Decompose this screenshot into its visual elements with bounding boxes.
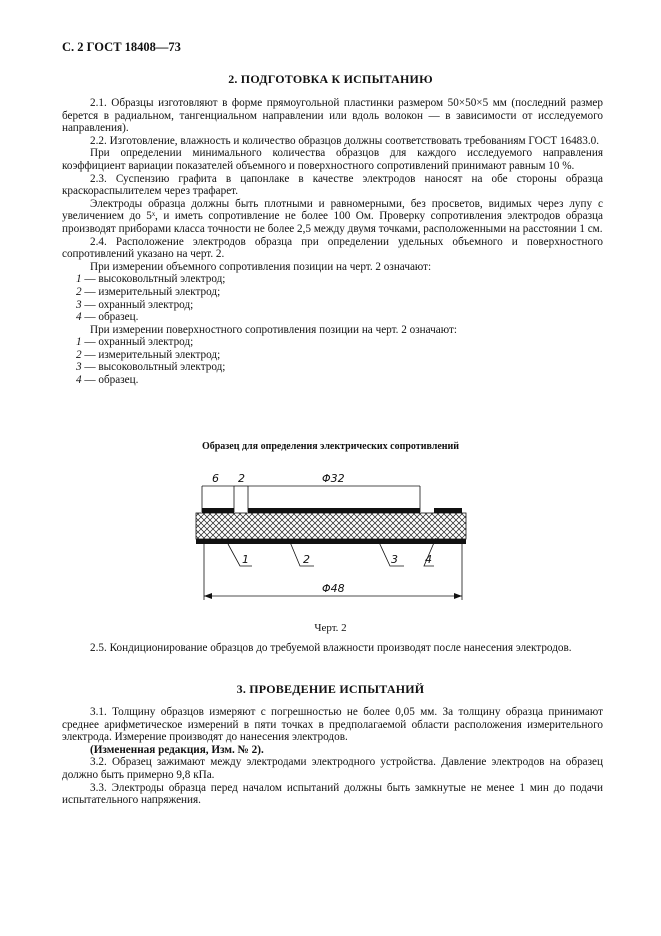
top-guard-electrode (202, 508, 234, 513)
section-2-title: 2. ПОДГОТОВКА К ИСПЫТАНИЮ (228, 72, 433, 86)
paragraph-2-5-block (62, 642, 603, 655)
label-1: 1 (242, 553, 249, 566)
list-item: 4 — образец. (76, 311, 139, 324)
dim-2: 2 (238, 472, 245, 485)
dim-6: 6 (212, 472, 219, 485)
list-item: 4 — образец. (76, 374, 139, 387)
list-item: 3 — высоковольтный электрод; (76, 361, 226, 374)
dim-32: Φ32 (322, 472, 345, 485)
section-2-body (62, 97, 603, 387)
list-item: 2 — измерительный электрод; (76, 285, 221, 298)
paragraph-3-3: 3.3. Электроды образца перед началом испытаний должны быть замкнутые не менее 1 мин до подачи испытательного напряжения. (62, 781, 603, 807)
electrode-diagram (0, 460, 661, 620)
top-guard-electrode-right (434, 508, 462, 513)
label-3: 3 (391, 553, 398, 566)
surface-positions-list (62, 336, 603, 386)
page-header: С. 2 ГОСТ 18408—73 (62, 40, 181, 54)
paragraph-2-3: 2.3. Суспензию графита в цапонлаке в качестве электродов наносят на обе стороны образца краскораспылителем через трафарет. (62, 172, 603, 198)
volume-positions-list (62, 273, 603, 323)
list-item: 2 — измерительный электрод; (76, 348, 221, 361)
list-item: 3 — охранный электрод; (76, 298, 194, 311)
bottom-electrode (196, 539, 466, 544)
paragraph-2-2-b: При определении минимального количества образцов для каждого исследуемого направления коэффициент вариации показателей объемного и поверхностного сопротивлений принимают равным 10 %. (62, 147, 603, 172)
label-4: 4 (425, 553, 432, 566)
figure-title: Образец для определения электрических сопротивлений (201, 441, 460, 452)
paragraph-3-1: 3.1. Толщину образцов измеряют с погрешностью не более 0,05 мм. За толщину образца принимают среднее арифметическое измерений в пяти точках в предполагаемой области расположения измерительного электрода. Измерение производят до нанесения электродов. (62, 706, 603, 744)
surface-list-intro: При измерении поверхностного сопротивления позиции на черт. 2 означают: (90, 323, 457, 336)
paragraph-3-2: 3.2. Образец зажимают между электродами электродного устройства. Давление электродов на образец должно быть примерно 9,8 кПа. (62, 756, 603, 781)
paragraph-2-2: 2.2. Изготовление, влажность и количество образцов должны соответствовать требованиям ГОСТ 16483.0. (90, 134, 600, 147)
specimen (196, 513, 466, 539)
edit-note: (Измененная редакция, Изм. № 2). (90, 743, 264, 756)
dim-48: Φ48 (322, 582, 345, 595)
list-item: 1 — охранный электрод; (76, 336, 194, 349)
paragraph-2-5: 2.5. Кондиционирование образцов до требуемой влажности производят после нанесения электродов. (90, 642, 572, 654)
paragraph-2-4: 2.4. Расположение электродов образца при определении удельных объемного и поверхностного сопротивлений указано на черт. 2. (62, 235, 603, 261)
figure-caption: Черт. 2 (314, 622, 347, 634)
section-3-title: 3. ПРОВЕДЕНИЕ ИСПЫТАНИЙ (236, 682, 425, 696)
label-2: 2 (303, 553, 310, 566)
list-item: 1 — высоковольтный электрод; (76, 273, 226, 286)
volume-list-intro: При измерении объемного сопротивления позиции на черт. 2 означают: (90, 260, 432, 273)
paragraph-2-1: 2.1. Образцы изготовляют в форме прямоугольной пластинки размером 50×50×5 мм (последний размер берется в радиальном, тангенциальном направлении или вдоль волокон — в зависимости от исследуемого направления). (62, 97, 603, 135)
section-3-body (62, 706, 603, 807)
top-measuring-electrode (248, 508, 420, 513)
paragraph-2-3-b: Электроды образца должны быть плотными и равномерными, без просветов, видимых через лупу с увеличением до 5ˣ, и иметь сопротивление не более 100 Ом. Проверку сопротивления электродов образца производят приборами класса точности не более 2,5 между двумя точками, расположенными на расстоянии 1 см. (62, 197, 603, 235)
